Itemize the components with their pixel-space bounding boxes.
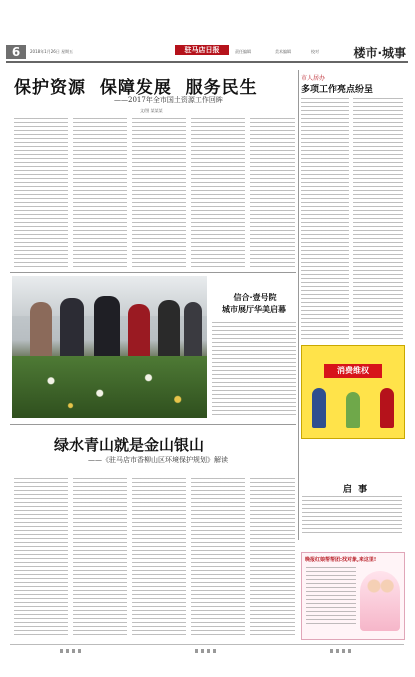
main-body-col-1 — [14, 118, 68, 268]
photo-headline-1: 信合·壹号院 — [233, 293, 277, 302]
second-body-col-5 — [250, 478, 295, 638]
right-col-divider — [298, 70, 299, 540]
person-figure — [30, 302, 52, 362]
main-body-col-4 — [191, 118, 245, 268]
photo-caption-text — [212, 322, 296, 418]
footer-ornament — [330, 649, 354, 653]
ad-title: 晚报红娘帮帮团:找对象,来这里! — [305, 557, 377, 563]
editor-credit-3: 校对 — [311, 49, 319, 54]
second-body-col-1 — [14, 478, 68, 638]
main-body-col-5 — [250, 118, 295, 268]
person-figure — [60, 298, 84, 362]
header-rule — [6, 61, 408, 63]
person-figure — [94, 296, 120, 362]
person-figure — [158, 300, 180, 362]
consumer-rights-box — [301, 345, 405, 439]
main-headline: 保护资源 保障发展 服务民生 — [14, 78, 258, 98]
editor-credit-1: 责任编辑 — [235, 49, 251, 54]
sales-center-photo — [12, 276, 207, 418]
second-body-col-3 — [132, 478, 186, 638]
main-subhead: ——2017年全市国土资源工作回眸 — [114, 96, 223, 104]
right-headline: 多项工作亮点纷呈 — [301, 85, 374, 95]
promo-title: 消费维权 — [324, 364, 382, 378]
second-headline: 绿水青山就是金山银山 — [54, 436, 205, 454]
cartoon-figure — [312, 388, 326, 428]
notice-title: 启 事 — [342, 485, 368, 495]
sand-table-model — [12, 356, 207, 418]
person-figure — [184, 302, 202, 362]
cartoon-figure — [380, 388, 394, 428]
right-body-col-1 — [301, 98, 349, 340]
right-body-col-2 — [353, 98, 403, 340]
right-kicker: 市人居办 — [301, 75, 326, 82]
issue-date: 2018年1月26日 星期五 — [30, 49, 74, 54]
main-body-col-3 — [132, 118, 186, 268]
footer-rule — [10, 644, 404, 645]
second-body-col-4 — [191, 478, 245, 638]
photo-headline-2: 城市展厅华美启幕 — [222, 305, 286, 314]
cartoon-figure — [346, 392, 360, 428]
section-title: 楼市·城事 — [353, 46, 406, 60]
page-number-badge: 6 — [6, 45, 26, 59]
second-body-col-2 — [73, 478, 127, 638]
second-article-rule — [10, 424, 296, 425]
main-body-col-2 — [73, 118, 127, 268]
footer-ornament — [60, 649, 84, 653]
couple-illustration — [360, 571, 400, 631]
ad-body — [306, 567, 356, 627]
footer-ornament — [195, 649, 219, 653]
main-byline: 文/图 某某某 — [140, 108, 163, 113]
photo-top-rule — [10, 272, 296, 273]
second-subhead: ——《驻马店市香柳山区环境保护规划》解读 — [88, 456, 228, 464]
person-figure — [128, 304, 150, 362]
masthead-logo: 驻马店日报 — [175, 45, 229, 55]
editor-credit-2: 美术编辑 — [275, 49, 291, 54]
notice-body — [302, 496, 402, 536]
matchmaking-ad — [301, 552, 405, 640]
